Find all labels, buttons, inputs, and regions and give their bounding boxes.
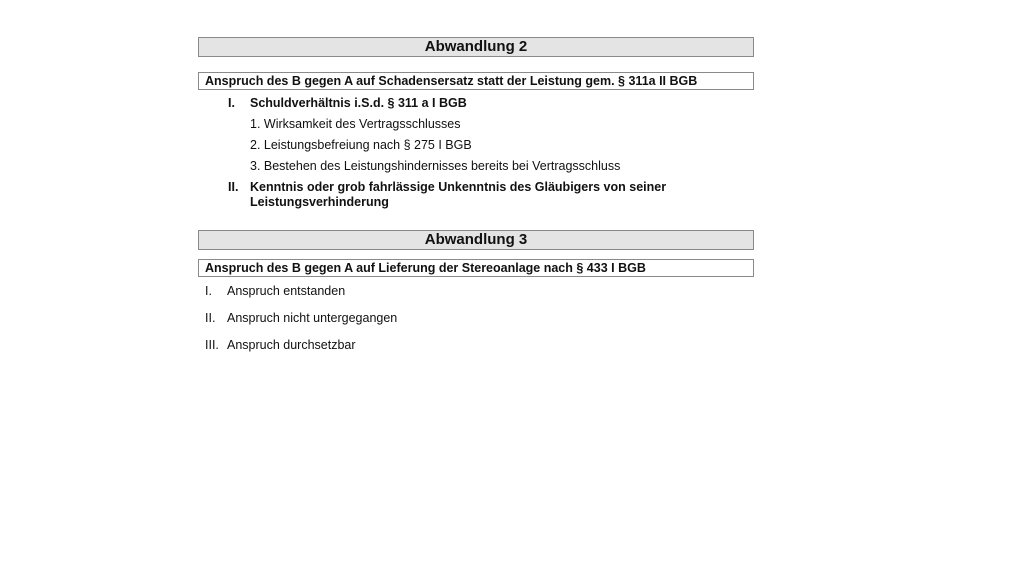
outline-text: 1. Wirksamkeit des Vertragsschlusses: [250, 117, 461, 131]
outline-number: I.: [205, 284, 212, 298]
outline-number: II.: [228, 180, 239, 194]
outline-number: I.: [228, 96, 235, 110]
section-title-abwandlung-2: Abwandlung 2: [198, 37, 754, 57]
outline-text: 3. Bestehen des Leistungshindernisses bereits bei Vertragsschluss: [250, 159, 621, 173]
section-title-abwandlung-3: Abwandlung 3: [198, 230, 754, 250]
claim-box-abwandlung-2: Anspruch des B gegen A auf Schadensersatz statt der Leistung gem. § 311a II BGB: [198, 72, 754, 90]
outline-text: Anspruch nicht untergegangen: [227, 311, 398, 325]
outline-item-i: [205, 284, 725, 299]
outline-text: Schuldverhältnis i.S.d. § 311 a I BGB: [250, 96, 467, 110]
outline-number: III.: [205, 338, 219, 352]
outline-text: Kenntnis oder grob fahrlässige Unkenntnis des Gläubigers von seiner Leistungsverhinderung: [250, 180, 667, 209]
outline-text: 2. Leistungsbefreiung nach § 275 I BGB: [250, 138, 472, 152]
outline-subitem-3: [250, 159, 750, 174]
outline-number: II.: [205, 311, 216, 325]
outline-item-ii: [205, 311, 725, 326]
outline-subitem-1: [250, 117, 750, 132]
claim-box-abwandlung-3: Anspruch des B gegen A auf Lieferung der Stereoanlage nach § 433 I BGB: [198, 259, 754, 277]
outline-text: Anspruch durchsetzbar: [227, 338, 356, 352]
outline-item-iii: [205, 338, 725, 353]
outline-item-ii: [228, 180, 688, 212]
outline-text: Anspruch entstanden: [227, 284, 346, 298]
outline-subitem-2: [250, 138, 750, 153]
outline-item-i: [228, 96, 748, 111]
